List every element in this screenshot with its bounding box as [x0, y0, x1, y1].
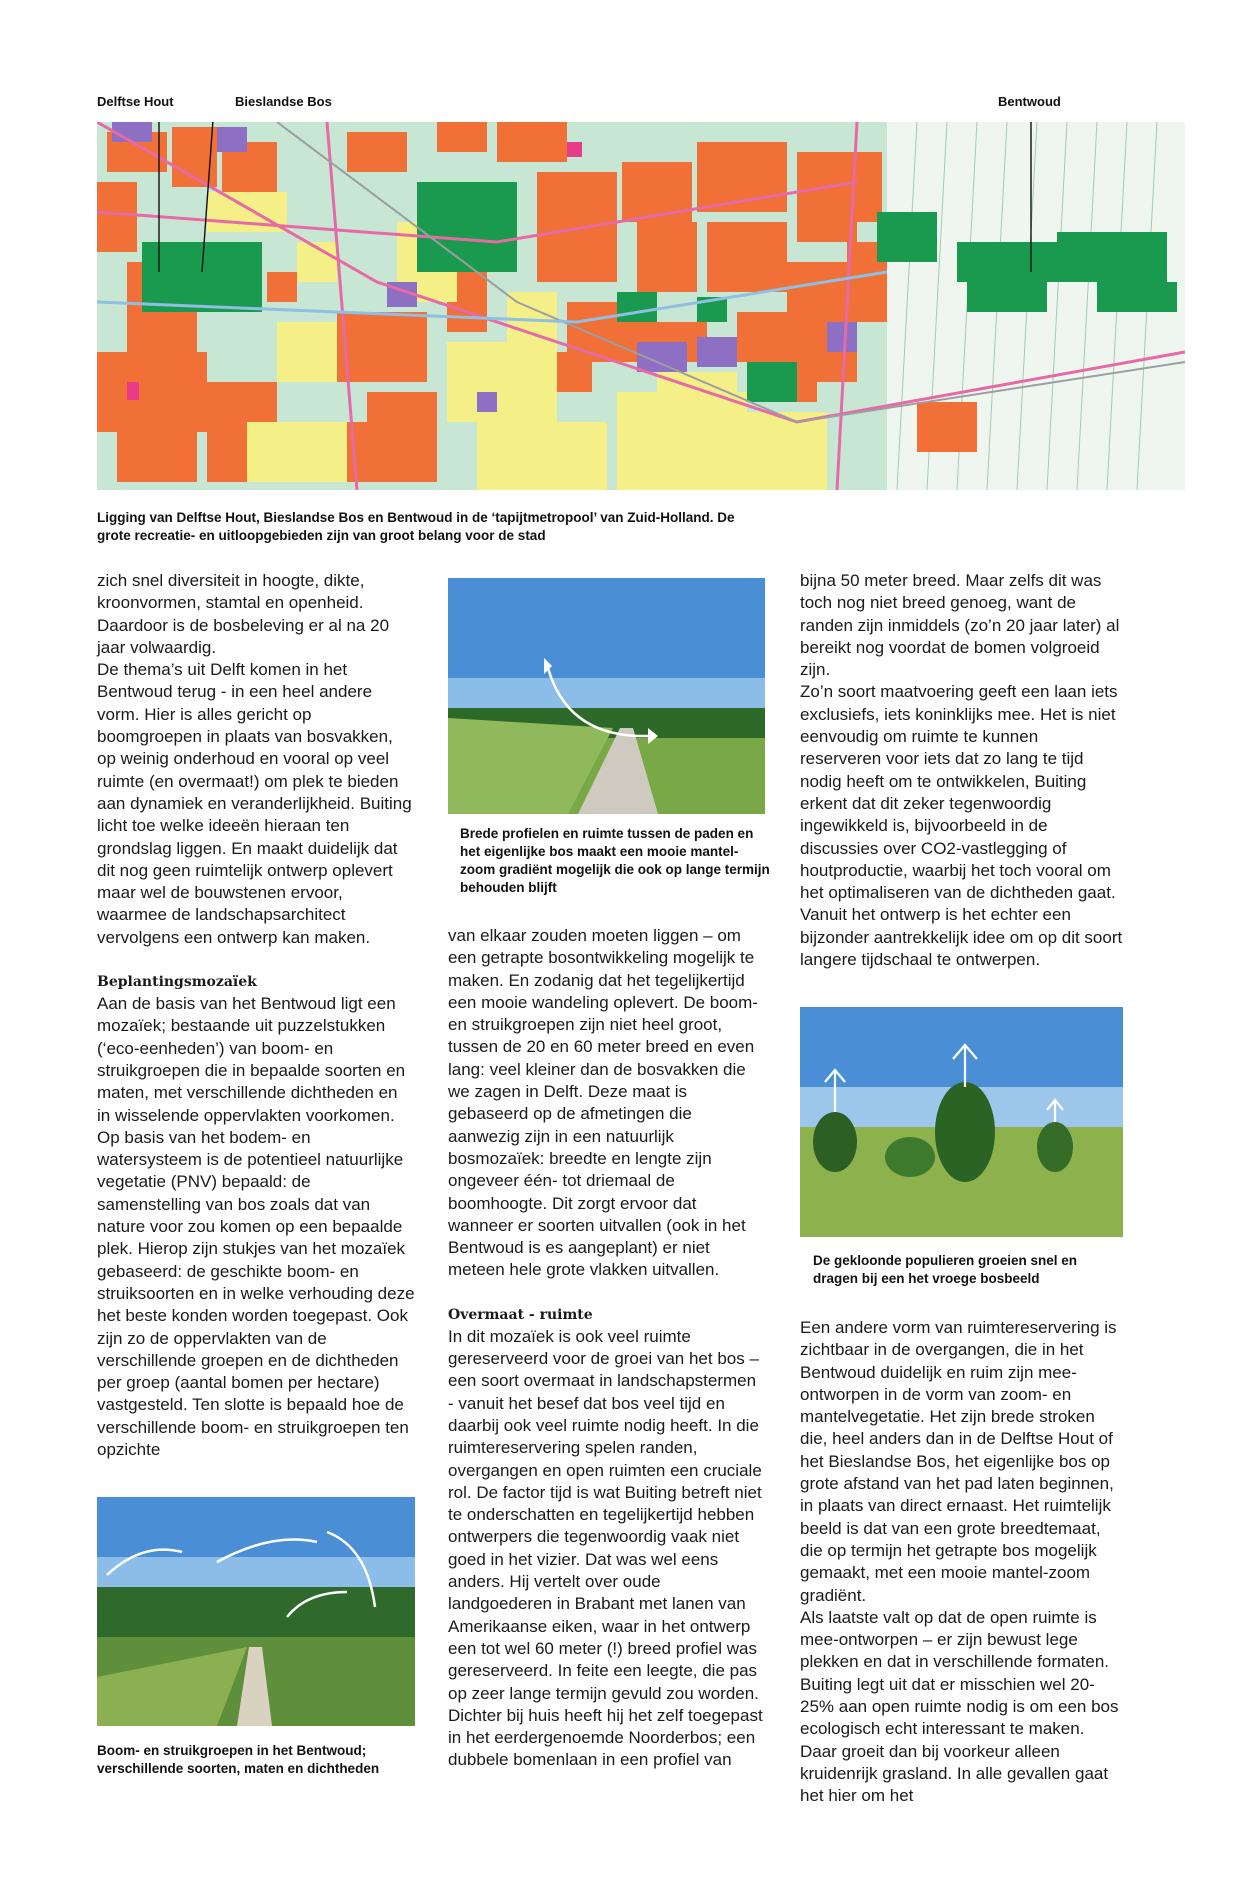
map-caption: Ligging van Delftse Hout, Bieslandse Bos en Bentwoud in de ‘tapijtmetropool’ van Zuid-Holland. De grote recreatie- en uitloopgebieden zijn van groot belang voor de stad — [97, 510, 735, 543]
section-heading: Overmaat - ruimte — [448, 1306, 593, 1323]
column-3-bottom — [800, 1317, 1124, 1808]
paragraph: van elkaar zouden moeten liggen – om een getrapte bosontwikkeling mogelijk te maken. En zodanig dat het tegelijkertijd een mooie wandeling oplevert. De boom- en struikgroepen zijn niet heel groot, tussen de 20 en 60 meter breed en even lang: veel kleiner dan de bosvakken die we zagen in Delft. Deze maat is gebaseerd op de afmetingen die aanwezig zijn in een natuurlijk bosmozaïek: breedte en lengte zijn ongeveer één- tot driemaal de boomhoogte. Dit zorgt ervoor dat wanneer er soorten uitvallen (ook in het Bentwoud is es aangeplant) er niet meteen hele grote vlakken uitvallen. — [448, 926, 758, 1280]
column-3-top — [800, 570, 1124, 971]
photo-path-bentwoud — [97, 1497, 415, 1726]
paragraph: bijna 50 meter breed. Maar zelfs dit was toch nog niet breed genoeg, want de randen zijn inmiddels (zo’n 20 jaar later) al bereikt nog voordat de bomen volgroeid zijn. — [800, 571, 1120, 680]
paragraph: zich snel diversiteit in hoogte, dikte, kroonvormen, stamtal en openheid. Daardoor is de bosbeleving er al na 20 jaar volwaardig. — [97, 571, 390, 657]
land-use-map — [97, 122, 1185, 490]
paragraph: Als laatste valt op dat de open ruimte is mee-ontworpen – er zijn bewust lege plekken en dat in verschillende formaten. Buiting legt uit dat er misschien wel 20-25% aan open ruimte nodig is om een bos ecologisch echt interessant te maken. Daar groeit dan bij voorkeur alleen kruidenrijk grasland. In alle gevallen gaat het hier om het — [800, 1607, 1119, 1806]
photo-illustration — [448, 578, 765, 814]
paragraph: De thema’s uit Delft komen in het Bentwoud terug - in een heel andere vorm. Hier is alles gericht op boomgroepen in plaats van bosvakken, op weinig onderhoud en vooral op veel ruimte (en overmaat!) om plek te bieden aan dynamiek en veranderlijkheid. Buiting licht toe welke ideeën hieraan ten grondslag liggen. En maakt duidelijk dat dit nog geen ruimtelijk ontwerp oplevert maar wel de bouwstenen ervoor, waarmee de landschapsarchitect vervolgens een ontwerp kan maken. — [97, 660, 412, 947]
map-label-bieslandse-bos: Bieslandse Bos — [235, 94, 332, 109]
photo-wide-profile — [448, 578, 765, 814]
photo-caption-3: De gekloonde populieren groeien snel en dragen bij een het vroege bosbeeld — [813, 1253, 1078, 1286]
paragraph: Aan de basis van het Bentwoud ligt een mozaïek; bestaande uit puzzelstukken (‘eco-eenheden’) van boom- en struikgroepen die in bepaalde soorten en maten, met verschillende dichtheden en in wisselende oppervlakten voorkomen. Op basis van het bodem- en watersysteem is de potentieel natuurlijke vegetatie (PNV) bepaald: de samenstelling van bos zoals dat van nature voor zou komen op een bepaalde plek. Hierop zijn stukjes van het mozaïek gebaseerd: de geschikte boom- en struiksoorten en in welke verhouding deze het beste konden worden toegepast. Ook zijn zo de oppervlakten van de verschillende groepen en de dichtheden per groep (aantal bomen per hectare) vastgesteld. Ten slotte is bepaald hoe de verschillende boom- en struikgroepen ten opzichte — [97, 994, 415, 1459]
map-label-bentwoud: Bentwoud — [998, 94, 1061, 109]
paragraph: Een andere vorm van ruimtereservering is zichtbaar in de overgangen, die in het Bentwoud duidelijk en ruim zijn mee-ontworpen in de vorm van zoom- en mantelvegetatie. Het zijn brede stroken die, heel anders dan in de Delftse Hout of het Bieslandse Bos, het eigenlijke bos op grote afstand van het pad laten beginnen, in plaats van direct ernaast. Het ruimtelijk beeld is dat van een grote breedtemaat, die op termijn het getrapte bos mogelijk gemaakt, met een mooie mantel-zoom gradiënt. — [800, 1318, 1117, 1605]
paragraph: In dit mozaïek is ook veel ruimte gereserveerd voor de groei van het bos – een soort overmaat in landschapstermen - vanuit het besef dat bos veel tijd en daarbij ook veel ruimte nodig heeft. In die ruimtereservering spelen randen, overgangen en open ruimten een cruciale rol. De factor tijd is wat Buiting betreft niet te onderschatten en tegelijkertijd hebben ontwerpers die tegenwoordig vaak niet goed in het vizier. Dat was wel eens anders. Hij vertelt over oude landgoederen in Brabant met lanen van Amerikaanse eiken, waar in het ontwerp een tot wel 60 meter (!) breed profiel was gereserveerd. In feite een leegte, die pas op zeer lange termijn gevuld zou worden. Dichter bij huis heeft hij het zelf toegepast in het eerdergenoemde Noorderbos; een dubbele bomenlaan in een profiel van — [448, 1326, 763, 1770]
section-heading: Beplantingsmozaïek — [97, 974, 257, 991]
column-1-top — [97, 570, 415, 1461]
map-label-delftse-hout: Delftse Hout — [97, 94, 174, 109]
map-svg — [97, 122, 1185, 490]
paragraph: Zo’n soort maatvoering geeft een laan iets exclusiefs, iets koninklijks mee. Het is niet eenvoudig om ruimte te kunnen reserveren voor iets dat zo lang te tijd nodig heeft om te ontwikkelen, Buiting erkent dat dit zeker tegenwoordig ingewikkeld is, bijvoorbeeld in de discussies over CO2-vastlegging of houtproductie, waarbij het toch vooral om het optimaliseren van de dichtheden gaat. Vanuit het ontwerp is het echter een bijzonder aantrekkelijk idee om op dit soort langere tijdschaal te ontwerpen. — [800, 682, 1123, 970]
photo-caption-1: Boom- en struikgroepen in het Bentwoud; verschillende soorten, maten en dichtheden — [97, 1743, 380, 1776]
photo-illustration — [800, 1007, 1123, 1237]
photo-poplars — [800, 1007, 1123, 1237]
photo-caption-2: Brede profielen en ruimte tussen de paden en het eigenlijke bos maakt een mooie mantel-zoom gradiënt mogelijk die ook op lange termijn behouden blijft — [460, 826, 770, 895]
column-2-text — [448, 925, 766, 1772]
photo-illustration — [97, 1497, 415, 1726]
